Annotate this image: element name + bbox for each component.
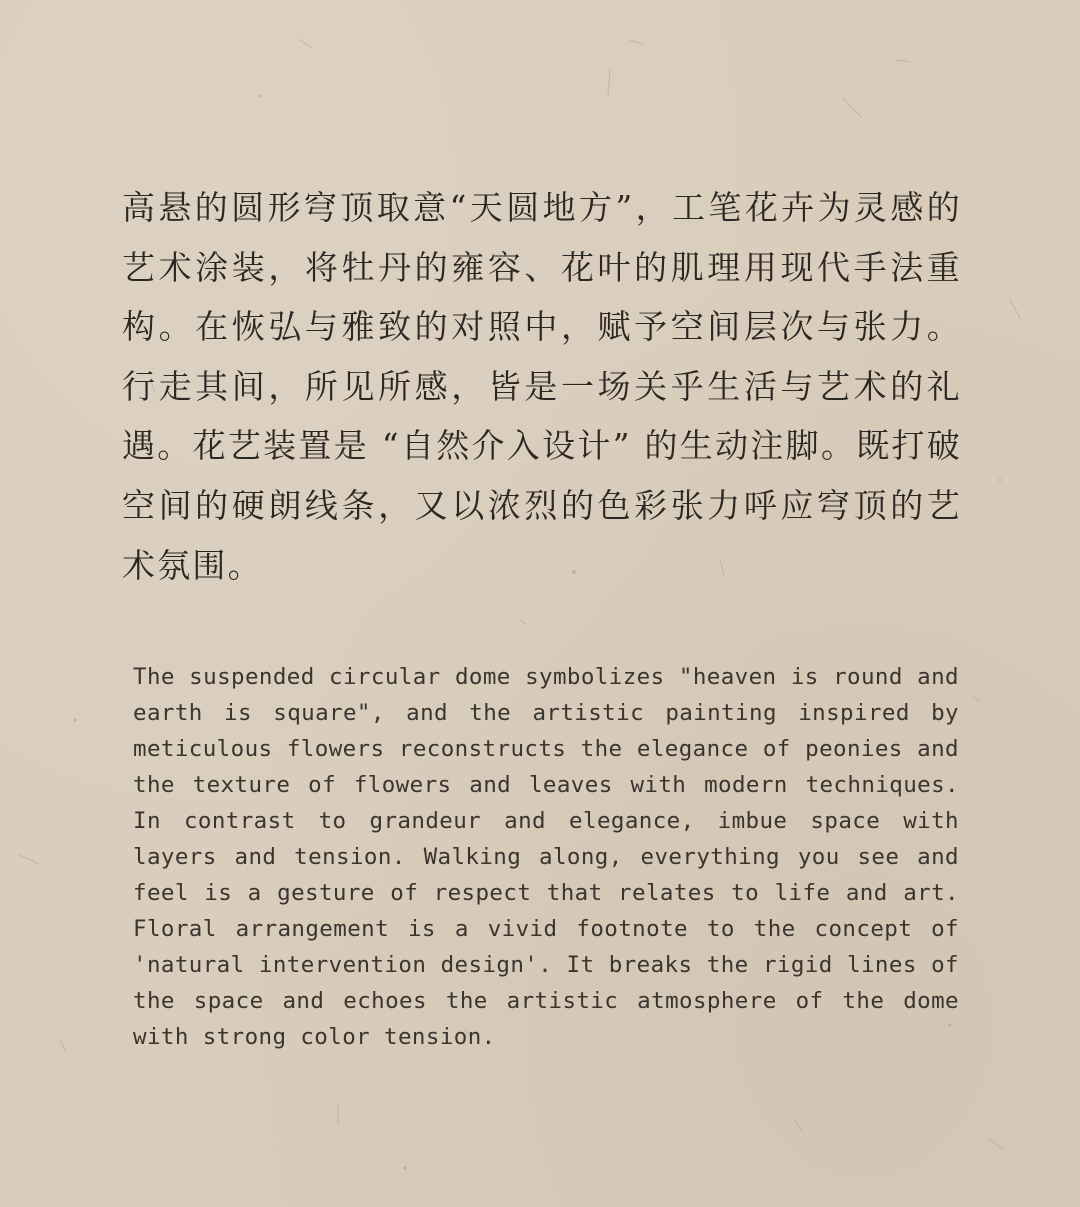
chinese-paragraph: 高悬的圆形穹顶取意“天圆地方”，工笔花卉为灵感的艺术涂装，将牡丹的雍容、花叶的肌理用现代手法重构。在恢弘与雅致的对照中，赋予空间层次与张力。行走其间，所见所感，皆是一场关乎生活与艺术的礼遇。花艺装置是 “自然介入设计” 的生动注脚。既打破空间的硬朗线条，又以浓烈的色彩张力呼应穹顶的艺术氛围。	[122, 188, 962, 585]
english-paragraph: The suspended circular dome symbolizes "heaven is round and earth is square", and the artistic painting inspired by meticulous flowers reconstructs the elegance of peonies and the texture of flowers and leaves with modern techniques. In contrast to grandeur and elegance, imbue space with layers and tension. Walking along, everything you see and feel is a gesture of respect that relates to life and art. Floral arrangement is a vivid footnote to the concept of 'natural intervention design'. It breaks the rigid lines of the space and echoes the artistic atmosphere of the dome with strong color tension.	[133, 664, 959, 1050]
